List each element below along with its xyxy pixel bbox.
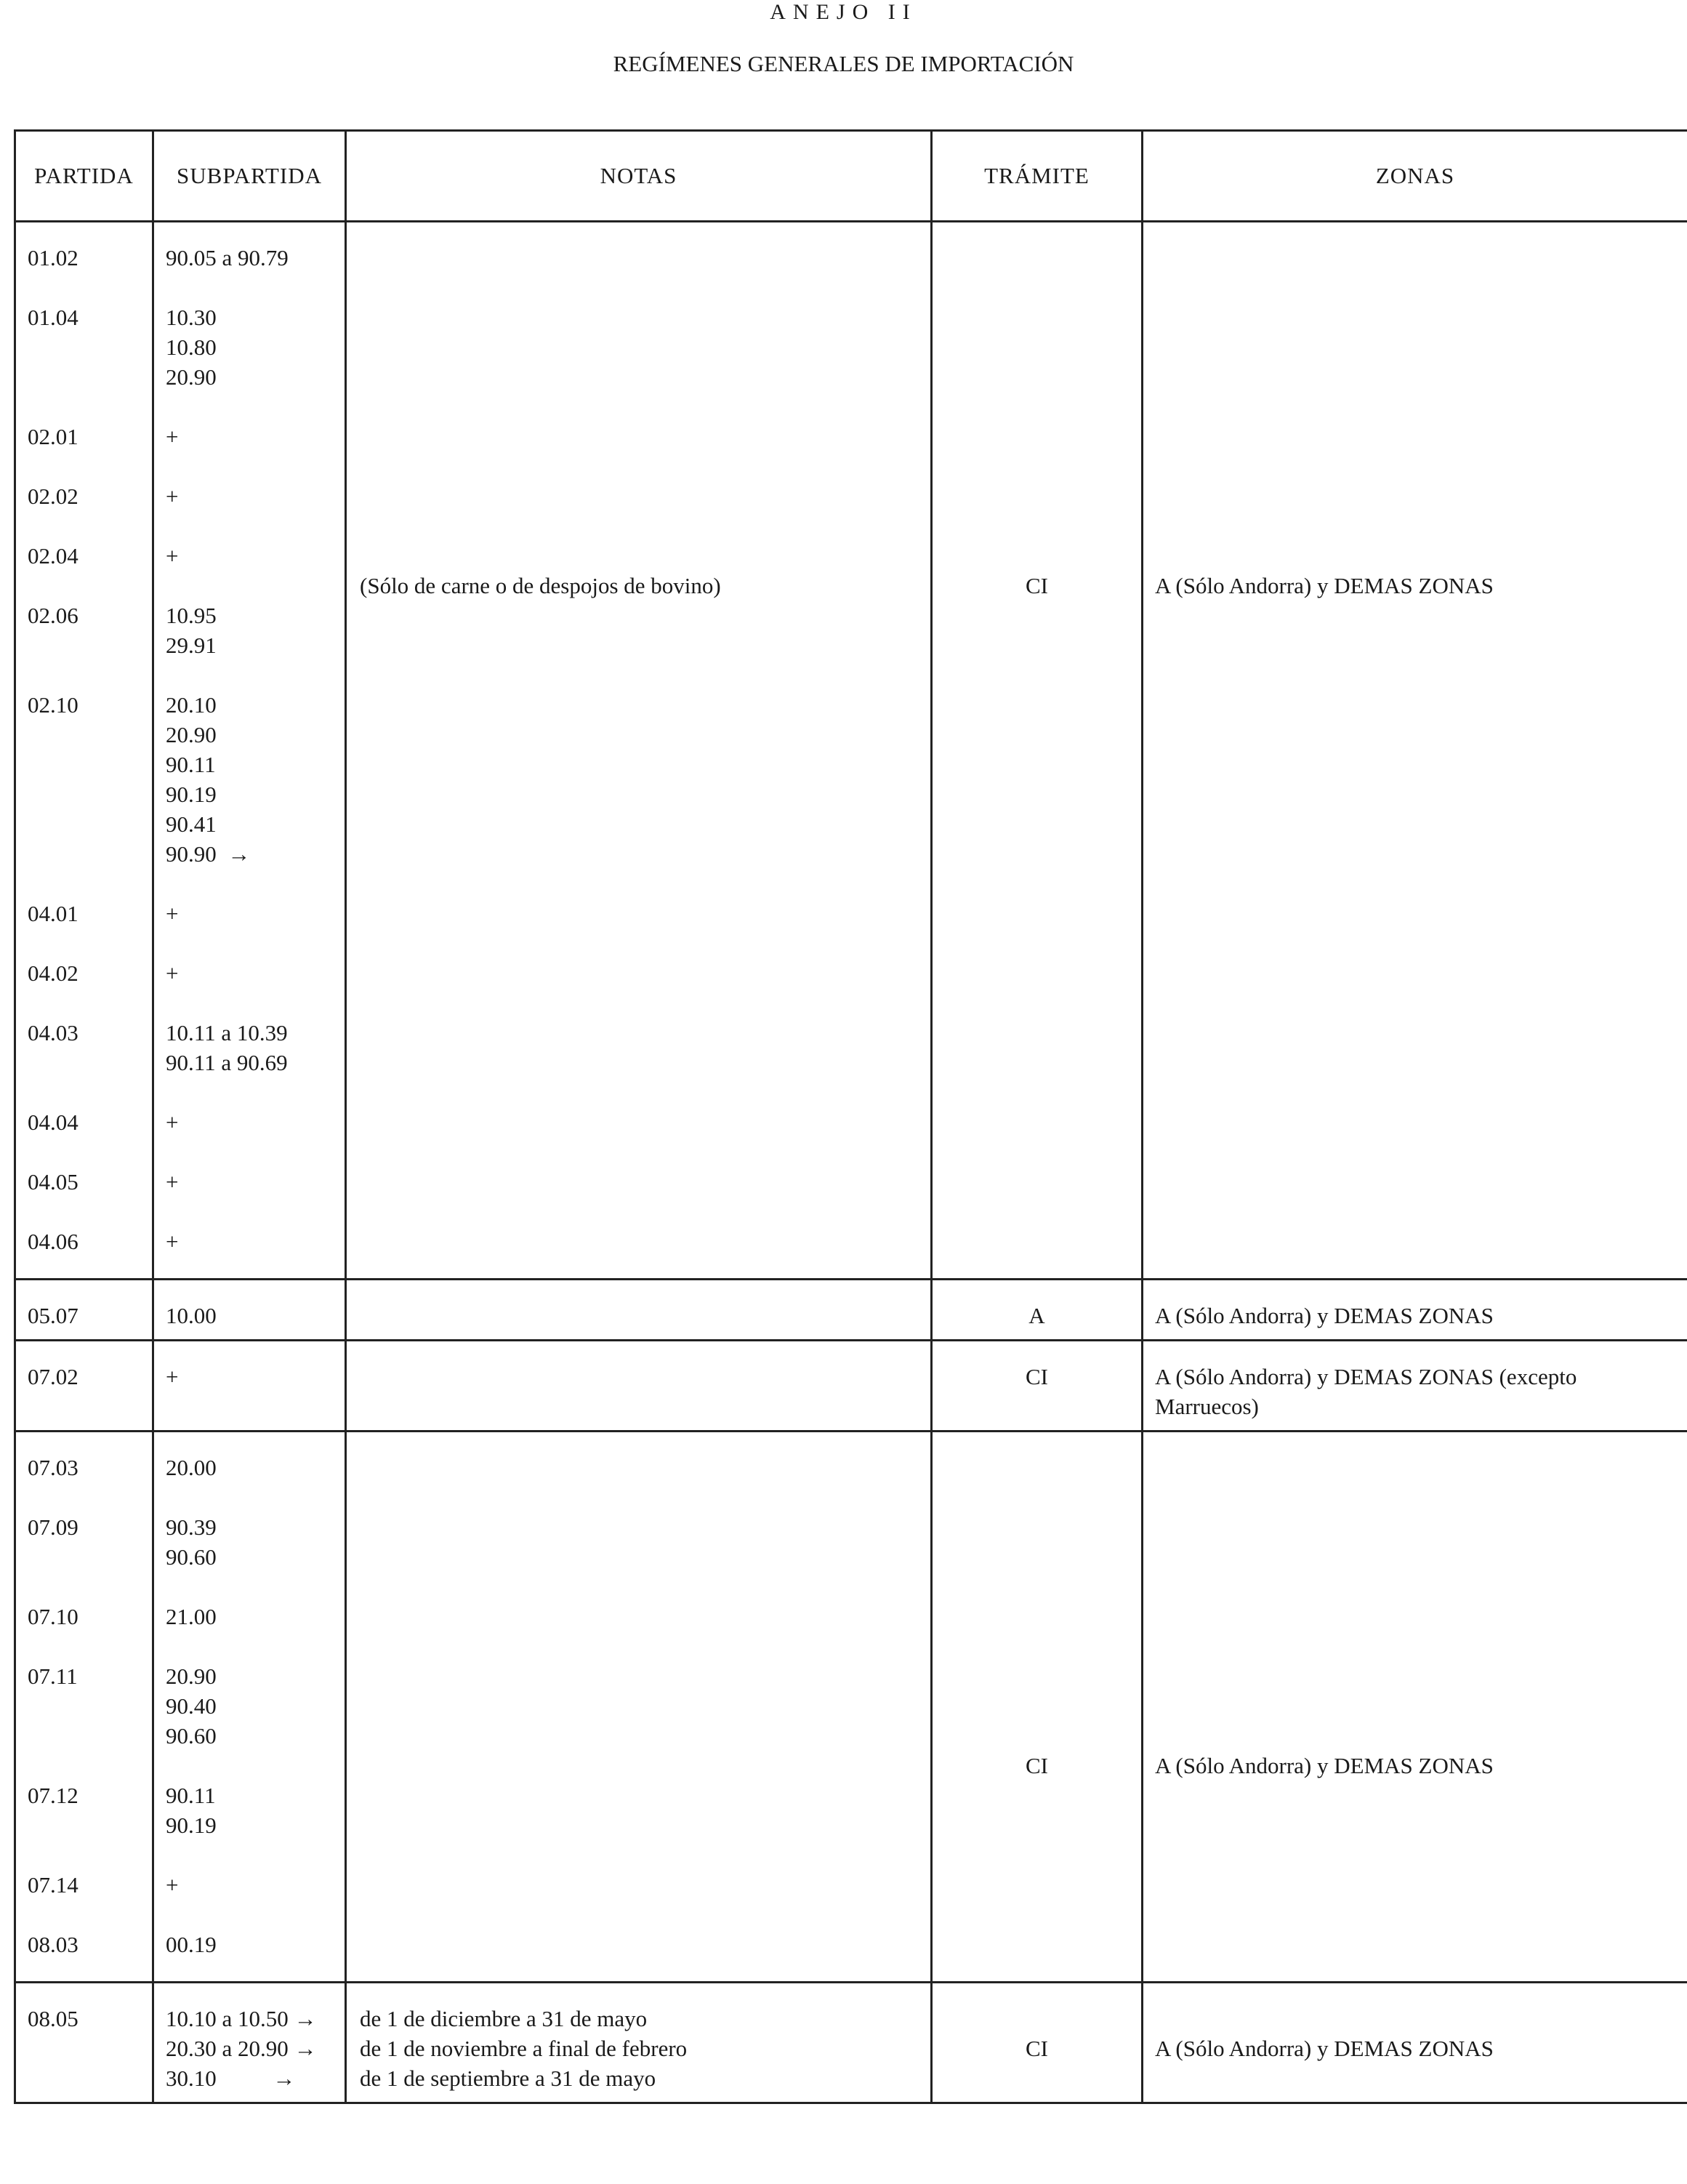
subpartida-code: +: [166, 1169, 179, 1195]
spacer: [1155, 302, 1687, 332]
partida-code: 01.02: [28, 245, 78, 270]
spacer: [1155, 1661, 1687, 1691]
subpartida-code: 90.05 a 90.79: [166, 245, 289, 270]
partida-code: 04.06: [28, 1229, 78, 1254]
tramite-code: CI: [1026, 1364, 1048, 1389]
nota-text: de 1 de septiembre a 31 de mayo: [360, 2065, 656, 2091]
spacer: [28, 1840, 152, 1870]
partida-code: 07.02: [28, 1364, 78, 1389]
spacer: [1155, 243, 1687, 273]
spacer: [1155, 1542, 1687, 1572]
spacer: [1155, 392, 1687, 422]
partida-code: 07.03: [28, 1455, 78, 1480]
spacer: [166, 571, 345, 601]
spacer: [933, 481, 1140, 511]
spacer: [1155, 1602, 1687, 1631]
spacer: [28, 660, 152, 690]
spacer: [933, 243, 1140, 273]
spacer: [360, 1721, 930, 1751]
header-subpartida: SUBPARTIDA: [153, 131, 346, 222]
spacer: [28, 630, 152, 660]
subpartida-code: 20.90: [166, 722, 217, 747]
spacer: [933, 1512, 1140, 1542]
spacer: [166, 1900, 345, 1930]
subpartida-code: 20.00: [166, 1455, 217, 1480]
spacer: [1155, 2004, 1687, 2034]
spacer: [933, 1602, 1140, 1631]
spacer: [166, 1631, 345, 1661]
partida-code: 07.09: [28, 1514, 78, 1540]
partida-code: 02.02: [28, 483, 78, 509]
subpartida-code: 10.30: [166, 305, 217, 330]
spacer: [166, 511, 345, 541]
spacer: [1155, 1721, 1687, 1751]
nota-text: de 1 de noviembre a final de febrero: [360, 2036, 688, 2061]
subpartida-code: 10.11 a 10.39: [166, 1020, 288, 1045]
subpartida-code: 90.11 a 90.69: [166, 1050, 288, 1075]
subpartida-code: 90.90 →: [166, 841, 251, 867]
partida-code: 07.10: [28, 1604, 78, 1629]
subpartida-code: +: [166, 1229, 179, 1254]
spacer: [360, 451, 930, 481]
zona-text: A (Sólo Andorra) y DEMAS ZONAS: [1155, 1753, 1494, 1778]
spacer: [166, 660, 345, 690]
spacer: [28, 928, 152, 958]
spacer: [28, 1691, 152, 1721]
spacer: [166, 1077, 345, 1107]
spacer: [28, 1482, 152, 1512]
nota-text: de 1 de diciembre a 31 de mayo: [360, 2006, 648, 2031]
subpartida-code: 90.19: [166, 782, 217, 807]
subpartida-cell: [153, 222, 346, 1280]
spacer: [360, 1572, 930, 1602]
subpartida-code: +: [166, 483, 179, 509]
zona-text: A (Sólo Andorra) y DEMAS ZONAS (excepto: [1155, 1364, 1577, 1389]
spacer: [28, 2063, 152, 2093]
zonas-cell: [1143, 1983, 1687, 2103]
subpartida-code: 20.90: [166, 1663, 217, 1689]
spacer: [360, 1691, 930, 1721]
header-tramite: TRÁMITE: [932, 131, 1143, 222]
notas-cell: [346, 1983, 932, 2103]
spacer: [28, 869, 152, 899]
spacer: [28, 1197, 152, 1227]
spacer: [28, 392, 152, 422]
spacer: [166, 273, 345, 302]
subpartida-cell: [153, 1280, 346, 1341]
tramite-cell: [932, 1280, 1143, 1341]
spacer: [28, 273, 152, 302]
spacer: [1155, 451, 1687, 481]
spacer: [933, 1572, 1140, 1602]
notas-cell: [346, 1280, 932, 1341]
subpartida-code: 20.30 a 20.90 →: [166, 2036, 317, 2061]
spacer: [28, 362, 152, 392]
partida-cell: [15, 1280, 153, 1341]
spacer: [28, 1542, 152, 1572]
subpartida-code: 90.11: [166, 752, 216, 777]
partida-code: 02.01: [28, 424, 78, 449]
zona-text: Marruecos): [1155, 1394, 1259, 1419]
subpartida-code: +: [166, 960, 179, 986]
tramite-cell: [932, 1432, 1143, 1983]
partida-code: 08.05: [28, 2006, 78, 2031]
nota-text: (Sólo de carne o de despojos de bovino): [360, 573, 721, 598]
subpartida-cell: [153, 1983, 346, 2103]
spacer: [28, 809, 152, 839]
subpartida-code: 90.11: [166, 1783, 216, 1808]
spacer: [933, 1482, 1140, 1512]
subpartida-code: 00.19: [166, 1932, 217, 1957]
spacer: [933, 451, 1140, 481]
spacer: [28, 1048, 152, 1077]
spacer: [360, 1453, 930, 1482]
tramite-code: CI: [1026, 1753, 1048, 1778]
spacer: [1155, 1631, 1687, 1661]
table-body: [15, 222, 1687, 2103]
subpartida-code: +: [166, 1872, 179, 1898]
spacer: [360, 273, 930, 302]
spacer: [28, 779, 152, 809]
partida-code: 05.07: [28, 1303, 78, 1328]
spacer: [166, 1137, 345, 1167]
subpartida-code: 90.40: [166, 1693, 217, 1719]
partida-code: 04.01: [28, 901, 78, 926]
partida-code: 02.04: [28, 543, 78, 569]
subpartida-code: +: [166, 1364, 179, 1389]
spacer: [360, 1482, 930, 1512]
subpartida-code: 10.95: [166, 603, 217, 628]
partida-code: 04.05: [28, 1169, 78, 1195]
subpartida-code: +: [166, 543, 179, 569]
zonas-cell: [1143, 1341, 1687, 1432]
spacer: [360, 392, 930, 422]
spacer: [1155, 362, 1687, 392]
spacer: [166, 1197, 345, 1227]
spacer: [360, 1512, 930, 1542]
tramite-cell: [932, 222, 1143, 1280]
spacer: [360, 362, 930, 392]
zonas-cell: [1143, 1432, 1687, 1983]
notas-cell: [346, 1341, 932, 1432]
spacer: [1155, 541, 1687, 571]
tramite-cell: [932, 1983, 1143, 2103]
subpartida-code: 10.80: [166, 334, 217, 360]
spacer: [28, 571, 152, 601]
header-zonas: ZONAS: [1143, 131, 1687, 222]
spacer: [28, 1810, 152, 1840]
subpartida-code: +: [166, 424, 179, 449]
partida-code: 04.02: [28, 960, 78, 986]
spacer: [28, 988, 152, 1018]
spacer: [933, 2004, 1140, 2034]
import-regimes-table: [14, 129, 1687, 2104]
spacer: [28, 451, 152, 481]
spacer: [933, 302, 1140, 332]
spacer: [28, 1631, 152, 1661]
spacer: [360, 243, 930, 273]
spacer: [166, 392, 345, 422]
subpartida-code: 30.10 →: [166, 2065, 296, 2091]
spacer: [28, 839, 152, 869]
subpartida-code: +: [166, 1109, 179, 1135]
spacer: [1155, 1572, 1687, 1602]
subpartida-code: 90.19: [166, 1812, 217, 1838]
partida-code: 02.06: [28, 603, 78, 628]
spacer: [360, 1542, 930, 1572]
header-partida: PARTIDA: [15, 131, 153, 222]
table-header-row: [15, 131, 1687, 222]
subpartida-cell: [153, 1432, 346, 1983]
subpartida-code: 29.91: [166, 633, 217, 658]
spacer: [166, 451, 345, 481]
spacer: [933, 422, 1140, 451]
spacer: [28, 1137, 152, 1167]
spacer: [1155, 481, 1687, 511]
spacer: [28, 511, 152, 541]
spacer: [28, 2034, 152, 2063]
spacer: [166, 1482, 345, 1512]
spacer: [360, 1661, 930, 1691]
spacer: [28, 1900, 152, 1930]
spacer: [360, 1602, 930, 1631]
partida-code: 02.10: [28, 692, 78, 718]
spacer: [933, 1453, 1140, 1482]
header-notas: NOTAS: [346, 131, 932, 222]
partida-code: 07.14: [28, 1872, 78, 1898]
subpartida-code: 21.00: [166, 1604, 217, 1629]
zonas-cell: [1143, 222, 1687, 1280]
table-group-row: [15, 1983, 1687, 2103]
spacer: [933, 1721, 1140, 1751]
partida-cell: [15, 1341, 153, 1432]
spacer: [28, 1721, 152, 1751]
tramite-code: CI: [1026, 573, 1048, 598]
spacer: [28, 1572, 152, 1602]
subpartida-code: 20.90: [166, 364, 217, 390]
spacer: [933, 1631, 1140, 1661]
spacer: [28, 1077, 152, 1107]
spacer: [933, 332, 1140, 362]
spacer: [1155, 1691, 1687, 1721]
spacer: [28, 750, 152, 779]
subpartida-code: 20.10: [166, 692, 217, 718]
spacer: [166, 1572, 345, 1602]
partida-code: 01.04: [28, 305, 78, 330]
spacer: [28, 1751, 152, 1780]
zonas-cell: [1143, 1280, 1687, 1341]
partida-cell: [15, 1983, 153, 2103]
zona-text: A (Sólo Andorra) y DEMAS ZONAS: [1155, 2036, 1494, 2061]
document-title: REGÍMENES GENERALES DE IMPORTACIÓN: [613, 51, 1074, 76]
spacer: [1155, 511, 1687, 541]
spacer: [28, 332, 152, 362]
spacer: [360, 541, 930, 571]
table-group-row: [15, 1432, 1687, 1983]
spacer: [1155, 1453, 1687, 1482]
spacer: [933, 1542, 1140, 1572]
subpartida-code: 90.60: [166, 1723, 217, 1749]
partida-code: 04.03: [28, 1020, 78, 1045]
spacer: [933, 1661, 1140, 1691]
partida-cell: [15, 1432, 153, 1983]
subpartida-code: 10.00: [166, 1303, 217, 1328]
zona-text: A (Sólo Andorra) y DEMAS ZONAS: [1155, 1303, 1494, 1328]
spacer: [166, 1840, 345, 1870]
spacer: [360, 302, 930, 332]
notas-cell: [346, 222, 932, 1280]
subpartida-code: 90.41: [166, 811, 217, 837]
subpartida-cell: [153, 1341, 346, 1432]
table-group-row: [15, 1341, 1687, 1432]
spacer: [933, 511, 1140, 541]
spacer: [166, 869, 345, 899]
table-group-row: [15, 1280, 1687, 1341]
annex-heading: ANEJO II: [770, 0, 917, 24]
notas-cell: [346, 1432, 932, 1983]
spacer: [933, 541, 1140, 571]
tramite-code: A: [1028, 1303, 1045, 1328]
tramite-code: CI: [1026, 2036, 1048, 2061]
spacer: [360, 332, 930, 362]
spacer: [28, 720, 152, 750]
spacer: [1155, 332, 1687, 362]
spacer: [933, 392, 1140, 422]
spacer: [933, 362, 1140, 392]
spacer: [166, 928, 345, 958]
spacer: [1155, 1512, 1687, 1542]
spacer: [360, 481, 930, 511]
spacer: [166, 1751, 345, 1780]
partida-cell: [15, 222, 153, 1280]
spacer: [360, 511, 930, 541]
spacer: [1155, 1482, 1687, 1512]
partida-code: 08.03: [28, 1932, 78, 1957]
subpartida-code: 90.60: [166, 1544, 217, 1570]
subpartida-code: 10.10 a 10.50 →: [166, 2006, 317, 2031]
zona-text: A (Sólo Andorra) y DEMAS ZONAS: [1155, 573, 1494, 598]
spacer: [360, 422, 930, 451]
spacer: [166, 988, 345, 1018]
spacer: [360, 1631, 930, 1661]
table-group-row: [15, 222, 1687, 1280]
spacer: [1155, 273, 1687, 302]
tramite-cell: [932, 1341, 1143, 1432]
subpartida-code: +: [166, 901, 179, 926]
spacer: [933, 1691, 1140, 1721]
spacer: [933, 273, 1140, 302]
partida-code: 07.11: [28, 1663, 78, 1689]
partida-code: 04.04: [28, 1109, 78, 1135]
partida-code: 07.12: [28, 1783, 78, 1808]
spacer: [1155, 422, 1687, 451]
subpartida-code: 90.39: [166, 1514, 217, 1540]
